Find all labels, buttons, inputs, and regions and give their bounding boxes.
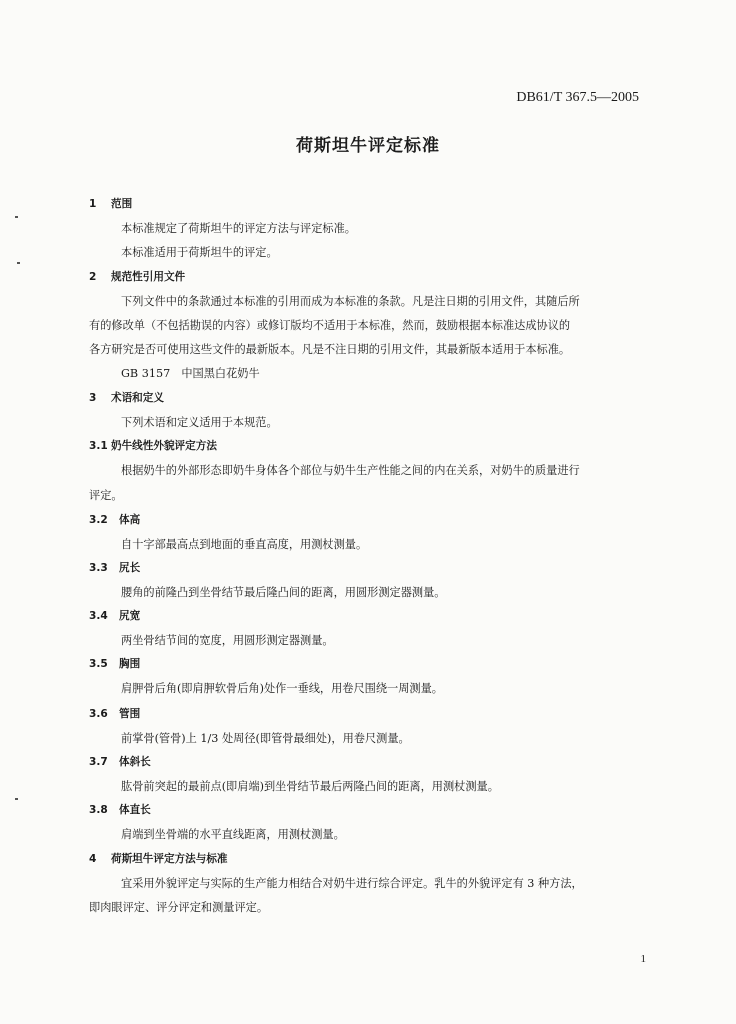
section-3-8-heading bbox=[89, 802, 151, 817]
paragraph: 本标准规定了荷斯坦牛的评定方法与评定标准。 bbox=[121, 222, 356, 235]
paragraph-line: 下列文件中的条款通过本标准的引用而成为本标准的条款。凡是注日期的引用文件，其随后所 bbox=[121, 295, 580, 308]
section-3-heading bbox=[89, 390, 164, 405]
section-3-7-heading bbox=[89, 754, 151, 769]
section-3-6-heading bbox=[89, 706, 140, 721]
paragraph-line: 有的修改单（不包括勘误的内容）或修订版均不适用于本标准，然而，鼓励根据本标准达成协议的 bbox=[89, 319, 571, 332]
paragraph: 前掌骨(管骨)上 1/3 处周径(即管骨最细处)，用卷尺测量。 bbox=[121, 732, 410, 745]
section-title: 荷斯坦牛评定方法与标准 bbox=[111, 853, 228, 865]
paragraph: 腰角的前隆凸到坐骨结节最后隆凸间的距离，用圆形测定器测量。 bbox=[121, 586, 446, 599]
section-3-4-heading bbox=[89, 608, 140, 623]
section-number: 3.7 bbox=[89, 756, 108, 768]
section-number: 3.6 bbox=[89, 708, 108, 720]
paragraph-line: 根据奶牛的外部形态即奶牛身体各个部位与奶牛生产性能之间的内在关系，对奶牛的质量进行 bbox=[121, 464, 580, 477]
section-number: 3.5 bbox=[89, 658, 108, 670]
paragraph: 本标准适用于荷斯坦牛的评定。 bbox=[121, 246, 278, 259]
section-title: 管围 bbox=[119, 708, 141, 720]
scan-speck bbox=[15, 798, 18, 800]
section-4-heading bbox=[89, 851, 228, 866]
paragraph-line: 即肉眼评定、评分评定和测量评定。 bbox=[89, 901, 269, 914]
section-number: 3.3 bbox=[89, 562, 108, 574]
section-title: 规范性引用文件 bbox=[111, 271, 186, 283]
section-title: 范围 bbox=[111, 198, 133, 210]
page-number: 1 bbox=[640, 953, 646, 965]
section-3-1-heading bbox=[89, 438, 217, 453]
section-title: 体直长 bbox=[119, 804, 151, 816]
paragraph: 肩端到坐骨端的水平直线距离，用测杖测量。 bbox=[121, 828, 345, 841]
paragraph: 肩胛骨后角(即肩胛软骨后角)处作一垂线，用卷尺围绕一周测量。 bbox=[121, 682, 443, 695]
section-3-5-heading bbox=[89, 656, 140, 671]
paragraph-line: 各方研究是否可使用这些文件的最新版本。凡是不注日期的引用文件，其最新版本适用于本标准。 bbox=[89, 343, 571, 356]
section-title: 术语和定义 bbox=[111, 392, 164, 404]
paragraph: 下列术语和定义适用于本规范。 bbox=[121, 416, 278, 429]
section-number: 2 bbox=[89, 271, 97, 283]
section-number: 3.4 bbox=[89, 610, 108, 622]
paragraph: 两坐骨结节间的宽度，用圆形测定器测量。 bbox=[121, 634, 334, 647]
section-title: 体高 bbox=[119, 514, 141, 526]
section-title: 体斜长 bbox=[119, 756, 151, 768]
document-title: 荷斯坦牛评定标准 bbox=[296, 136, 440, 156]
paragraph: 自十字部最高点到地面的垂直高度，用测杖测量。 bbox=[121, 538, 368, 551]
normative-reference: GB 3157 中国黑白花奶牛 bbox=[121, 367, 260, 380]
scan-speck bbox=[17, 262, 20, 264]
section-3-2-heading bbox=[89, 512, 140, 527]
section-number: 1 bbox=[89, 198, 97, 210]
section-number: 3.1 bbox=[89, 440, 108, 452]
section-title: 奶牛线性外貌评定方法 bbox=[111, 440, 217, 452]
section-title: 尻宽 bbox=[119, 610, 141, 622]
scan-speck bbox=[15, 216, 18, 218]
document-number: DB61/T 367.5—2005 bbox=[516, 90, 639, 105]
section-number: 3 bbox=[89, 392, 97, 404]
section-3-3-heading bbox=[89, 560, 140, 575]
section-2-heading bbox=[89, 269, 185, 284]
section-title: 胸围 bbox=[119, 658, 141, 670]
paragraph-line: 评定。 bbox=[89, 489, 123, 502]
section-number: 4 bbox=[89, 853, 97, 865]
section-number: 3.8 bbox=[89, 804, 108, 816]
paragraph: 肱骨前突起的最前点(即肩端)到坐骨结节最后两隆凸间的距离，用测杖测量。 bbox=[121, 780, 499, 793]
paragraph-line: 宜采用外貌评定与实际的生产能力相结合对奶牛进行综合评定。乳牛的外貌评定有 3 种方法， bbox=[121, 877, 583, 890]
section-number: 3.2 bbox=[89, 514, 108, 526]
section-title: 尻长 bbox=[119, 562, 141, 574]
section-1-heading bbox=[89, 196, 132, 211]
